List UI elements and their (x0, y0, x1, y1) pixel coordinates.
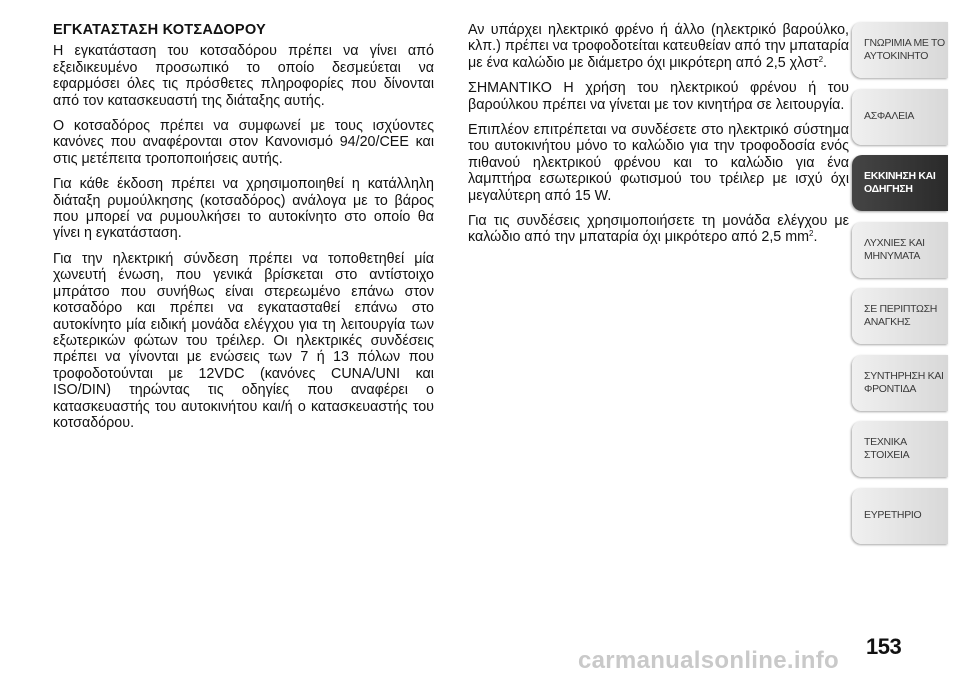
right-column (468, 22, 849, 255)
paragraph (468, 22, 849, 71)
tab-emergency[interactable]: ΣΕ ΠΕΡΙΠΤΩΣΗ ΑΝΑΓΚΗΣ (852, 288, 948, 344)
paragraph: Επιπλέον επιτρέπεται να συνδέσετε στο ηλεκτρικό σύστημα του αυτοκινήτου μόνο το καλώδιο για την τροφοδοσία ενός πιθανού ηλεκτρικού φρένου και το καλώδιο για ένα λαμπτήρα εσωτερικού φωτισμού του τρέιλερ με ισχύ όχι μεγαλύτερη από 15 W. (468, 122, 849, 204)
paragraph-text: Για τις συνδέσεις χρησιμοποιήσετε τη μονάδα ελέγχου με καλώδιο από την μπαταρία όχι μικρότερο από 2,5 mm (468, 213, 849, 246)
chapter-tabs (852, 22, 948, 554)
paragraph: Για την ηλεκτρική σύνδεση πρέπει να τοποθετηθεί μία χωνευτή ένωση, που γενικά βρίσκεται στο αντίστοιχο μπράτσο που συνήθως είναι στερεωμένο επάνω στον κοτσαδόρο και πρέπει να εγκατασταθεί επάνω στο αυτοκίνητο μία ειδική μονάδα ελέγχου για τη λειτουργία των εξωτερικών φώτων του τρέιλερ. Οι ηλεκτρικές συνδέσεις πρέπει να γίνονται με ενώσεις των 7 ή 13 πόλων που τροφοδοτούνται με 12VDC (κανόνες CUNA/UNI και ISO/DIN) τηρώντας τις οδηγίες που αναφέρει ο κατασκευαστής του αυτοκινήτου και/ή ο κατασκευαστής του κοτσαδόρου. (53, 250, 434, 431)
tab-maintenance[interactable]: ΣΥΝΤΗΡΗΣΗ ΚΑΙ ΦΡΟΝΤΙΔΑ (852, 355, 948, 411)
paragraph: Για κάθε έκδοση πρέπει να χρησιμοποιηθεί η κατάλληλη διάταξη ρυμούλκησης (κοτσαδόρος) ανάλογα με το βάρος που μπορεί να ρυμουλκήσει το αυτοκίνητο στο οποίο θα γίνει η εγκατάσταση. (53, 176, 434, 242)
tab-starting-driving[interactable]: ΕΚΚΙΝΗΣΗ ΚΑΙ ΟΔΗΓΗΣΗ (852, 155, 948, 211)
paragraph-end: . (813, 229, 818, 246)
tab-index[interactable]: ΕΥΡΕΤΗΡΙΟ (852, 488, 948, 544)
section-title: ΕΓΚΑΤΑΣΤΑΣΗ ΚΟΤΣΑΔΟΡΟΥ (53, 22, 266, 38)
watermark: carmanualsonline.info (578, 647, 840, 674)
tab-technical-data[interactable]: ΤΕΧΝΙΚΑ ΣΤΟΙΧΕΙΑ (852, 421, 948, 477)
superscript: 2 (809, 229, 814, 239)
paragraph: Ο κοτσαδόρος πρέπει να συμφωνεί με τους ισχύοντες κανόνες που αναφέρονται στον Κανονισμό 94/20/CEE και στις μετέπειτα τροποποιήσεις αυτής. (53, 118, 434, 167)
page-number: 153 (866, 634, 902, 659)
paragraph: Η εγκατάσταση του κοτσαδόρου πρέπει να γίνει από εξειδικευμένο προσωπικό το οποίο δεσμεύεται να εφαρμόσει όλες τις πρόσθετες πληροφορίες που δίνονται από τον κατασκευαστή της διάταξης αυτής. (53, 43, 434, 109)
paragraph-end: . (823, 54, 828, 71)
paragraph: ΣΗΜΑΝΤΙΚΟ Η χρήση του ηλεκτρικού φρένου ή του βαρούλκου πρέπει να γίνεται με τον κινητήρα σε λειτουργία. (468, 80, 849, 113)
paragraph-text: Αν υπάρχει ηλεκτρικό φρένο ή άλλο (ηλεκτρικό βαρούλκο, κλπ.) πρέπει να τροφοδοτείται κατευθείαν από την μπαταρία με ένα καλώδιο με διάμετρο όχι μικρότερη από 2,5 χλστ (468, 22, 849, 71)
tab-warning-lights[interactable]: ΛΥΧΝΙΕΣ ΚΑΙ ΜΗΝΥΜΑΤΑ (852, 222, 948, 278)
superscript: 2 (818, 54, 824, 64)
tab-safety[interactable]: ΑΣΦΑΛΕΙΑ (852, 89, 948, 145)
left-column (53, 22, 434, 440)
tab-getting-to-know[interactable]: ΓΝΩΡΙΜΙΑ ΜΕ ΤΟ ΑΥΤΟΚΙΝΗΤΟ (852, 22, 948, 78)
paragraph (468, 213, 849, 246)
